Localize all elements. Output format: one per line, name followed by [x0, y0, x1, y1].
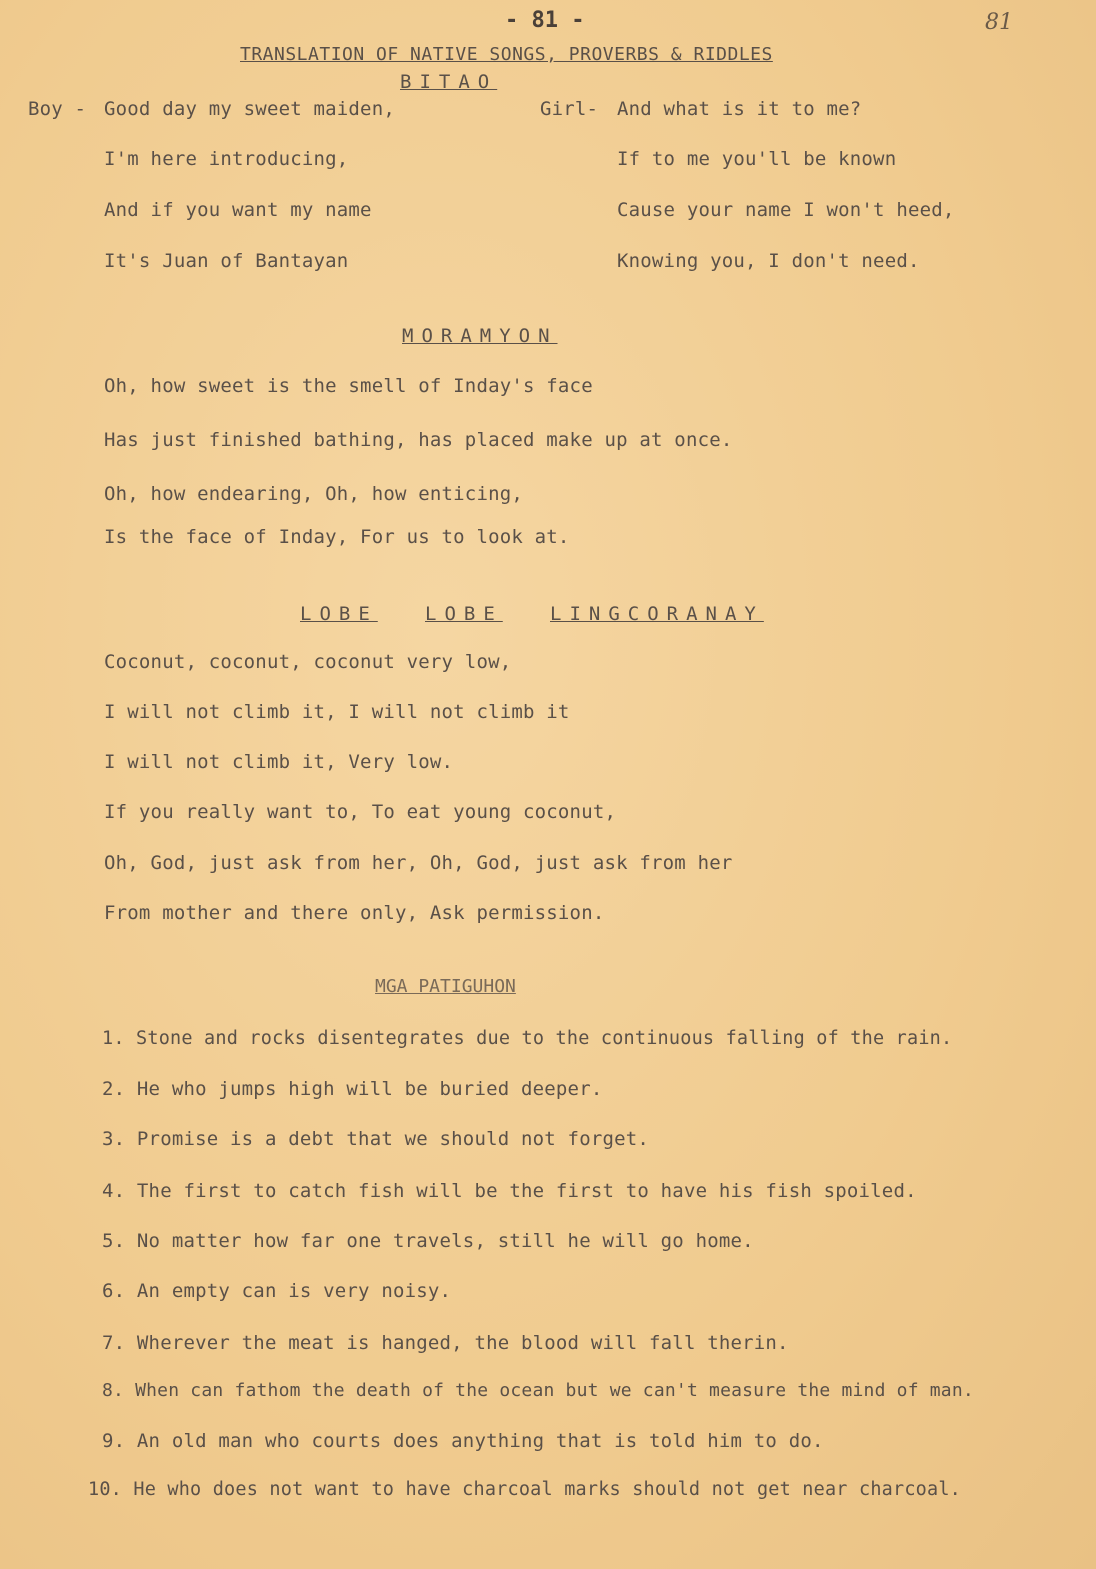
page-number: - 81 - [505, 8, 585, 33]
moramyon-line: Is the face of Inday, For us to look at. [104, 526, 570, 548]
proverb-item: 3. Promise is a debt that we should not forget. [102, 1128, 650, 1150]
lobe-line: If you really want to, To eat young coconut, [104, 801, 617, 823]
girl-label: Girl- [540, 98, 599, 120]
moramyon-line: Has just finished bathing, has placed make up at once. [104, 429, 733, 451]
lobe-heading-word: LOBE [300, 603, 378, 625]
proverb-item: 7. Wherever the meat is hanged, the blood will fall therin. [102, 1332, 789, 1354]
proverbs-heading: MGA PATIGUHON [375, 976, 516, 997]
handwritten-page-number: 81 [985, 10, 1013, 35]
girl-line: Knowing you, I don't need. [617, 250, 920, 272]
girl-line: And what is it to me? [617, 98, 862, 120]
lobe-heading-word: LINGCORANAY [550, 603, 764, 625]
proverb-item: 1. Stone and rocks disentegrates due to the continuous falling of the rain. [102, 1028, 953, 1049]
proverb-item: 8. When can fathom the death of the ocean but we can't measure the mind of man. [102, 1380, 974, 1401]
lobe-line: I will not climb it, Very low. [104, 751, 454, 773]
lobe-line: Coconut, coconut, coconut very low, [104, 651, 512, 673]
page-title: TRANSLATION OF NATIVE SONGS, PROVERBS & RIDDLES [240, 44, 773, 65]
proverb-item: 9. An old man who courts does anything that is told him to do. [102, 1430, 824, 1452]
proverb-item: 2. He who jumps high will be buried deeper. [102, 1078, 603, 1100]
boy-line: It's Juan of Bantayan [104, 250, 349, 272]
proverb-item: 10. He who does not want to have charcoal marks should not get near charcoal. [88, 1479, 962, 1500]
girl-line: If to me you'll be known [617, 148, 897, 170]
lobe-line: I will not climb it, I will not climb it [104, 701, 570, 723]
lobe-line: Oh, God, just ask from her, Oh, God, just ask from her [104, 852, 733, 874]
boy-line: And if you want my name [104, 199, 372, 221]
bitao-heading: BITAO [400, 71, 498, 93]
proverb-item: 6. An empty can is very noisy. [102, 1280, 452, 1302]
moramyon-line: Oh, how sweet is the smell of Inday's face [104, 375, 593, 397]
boy-line: I'm here introducing, [104, 148, 349, 170]
moramyon-line: Oh, how endearing, Oh, how enticing, [104, 483, 524, 505]
girl-line: Cause your name I won't heed, [617, 199, 955, 221]
proverb-item: 4. The first to catch fish will be the first to have his fish spoiled. [102, 1180, 917, 1202]
boy-line: Good day my sweet maiden, [104, 98, 395, 120]
moramyon-heading: MORAMYON [402, 325, 558, 347]
boy-label: Boy - [28, 98, 87, 120]
proverb-item: 5. No matter how far one travels, still he will go home. [102, 1230, 754, 1252]
lobe-heading-word: LOBE [425, 603, 503, 625]
lobe-line: From mother and there only, Ask permission. [104, 902, 605, 924]
